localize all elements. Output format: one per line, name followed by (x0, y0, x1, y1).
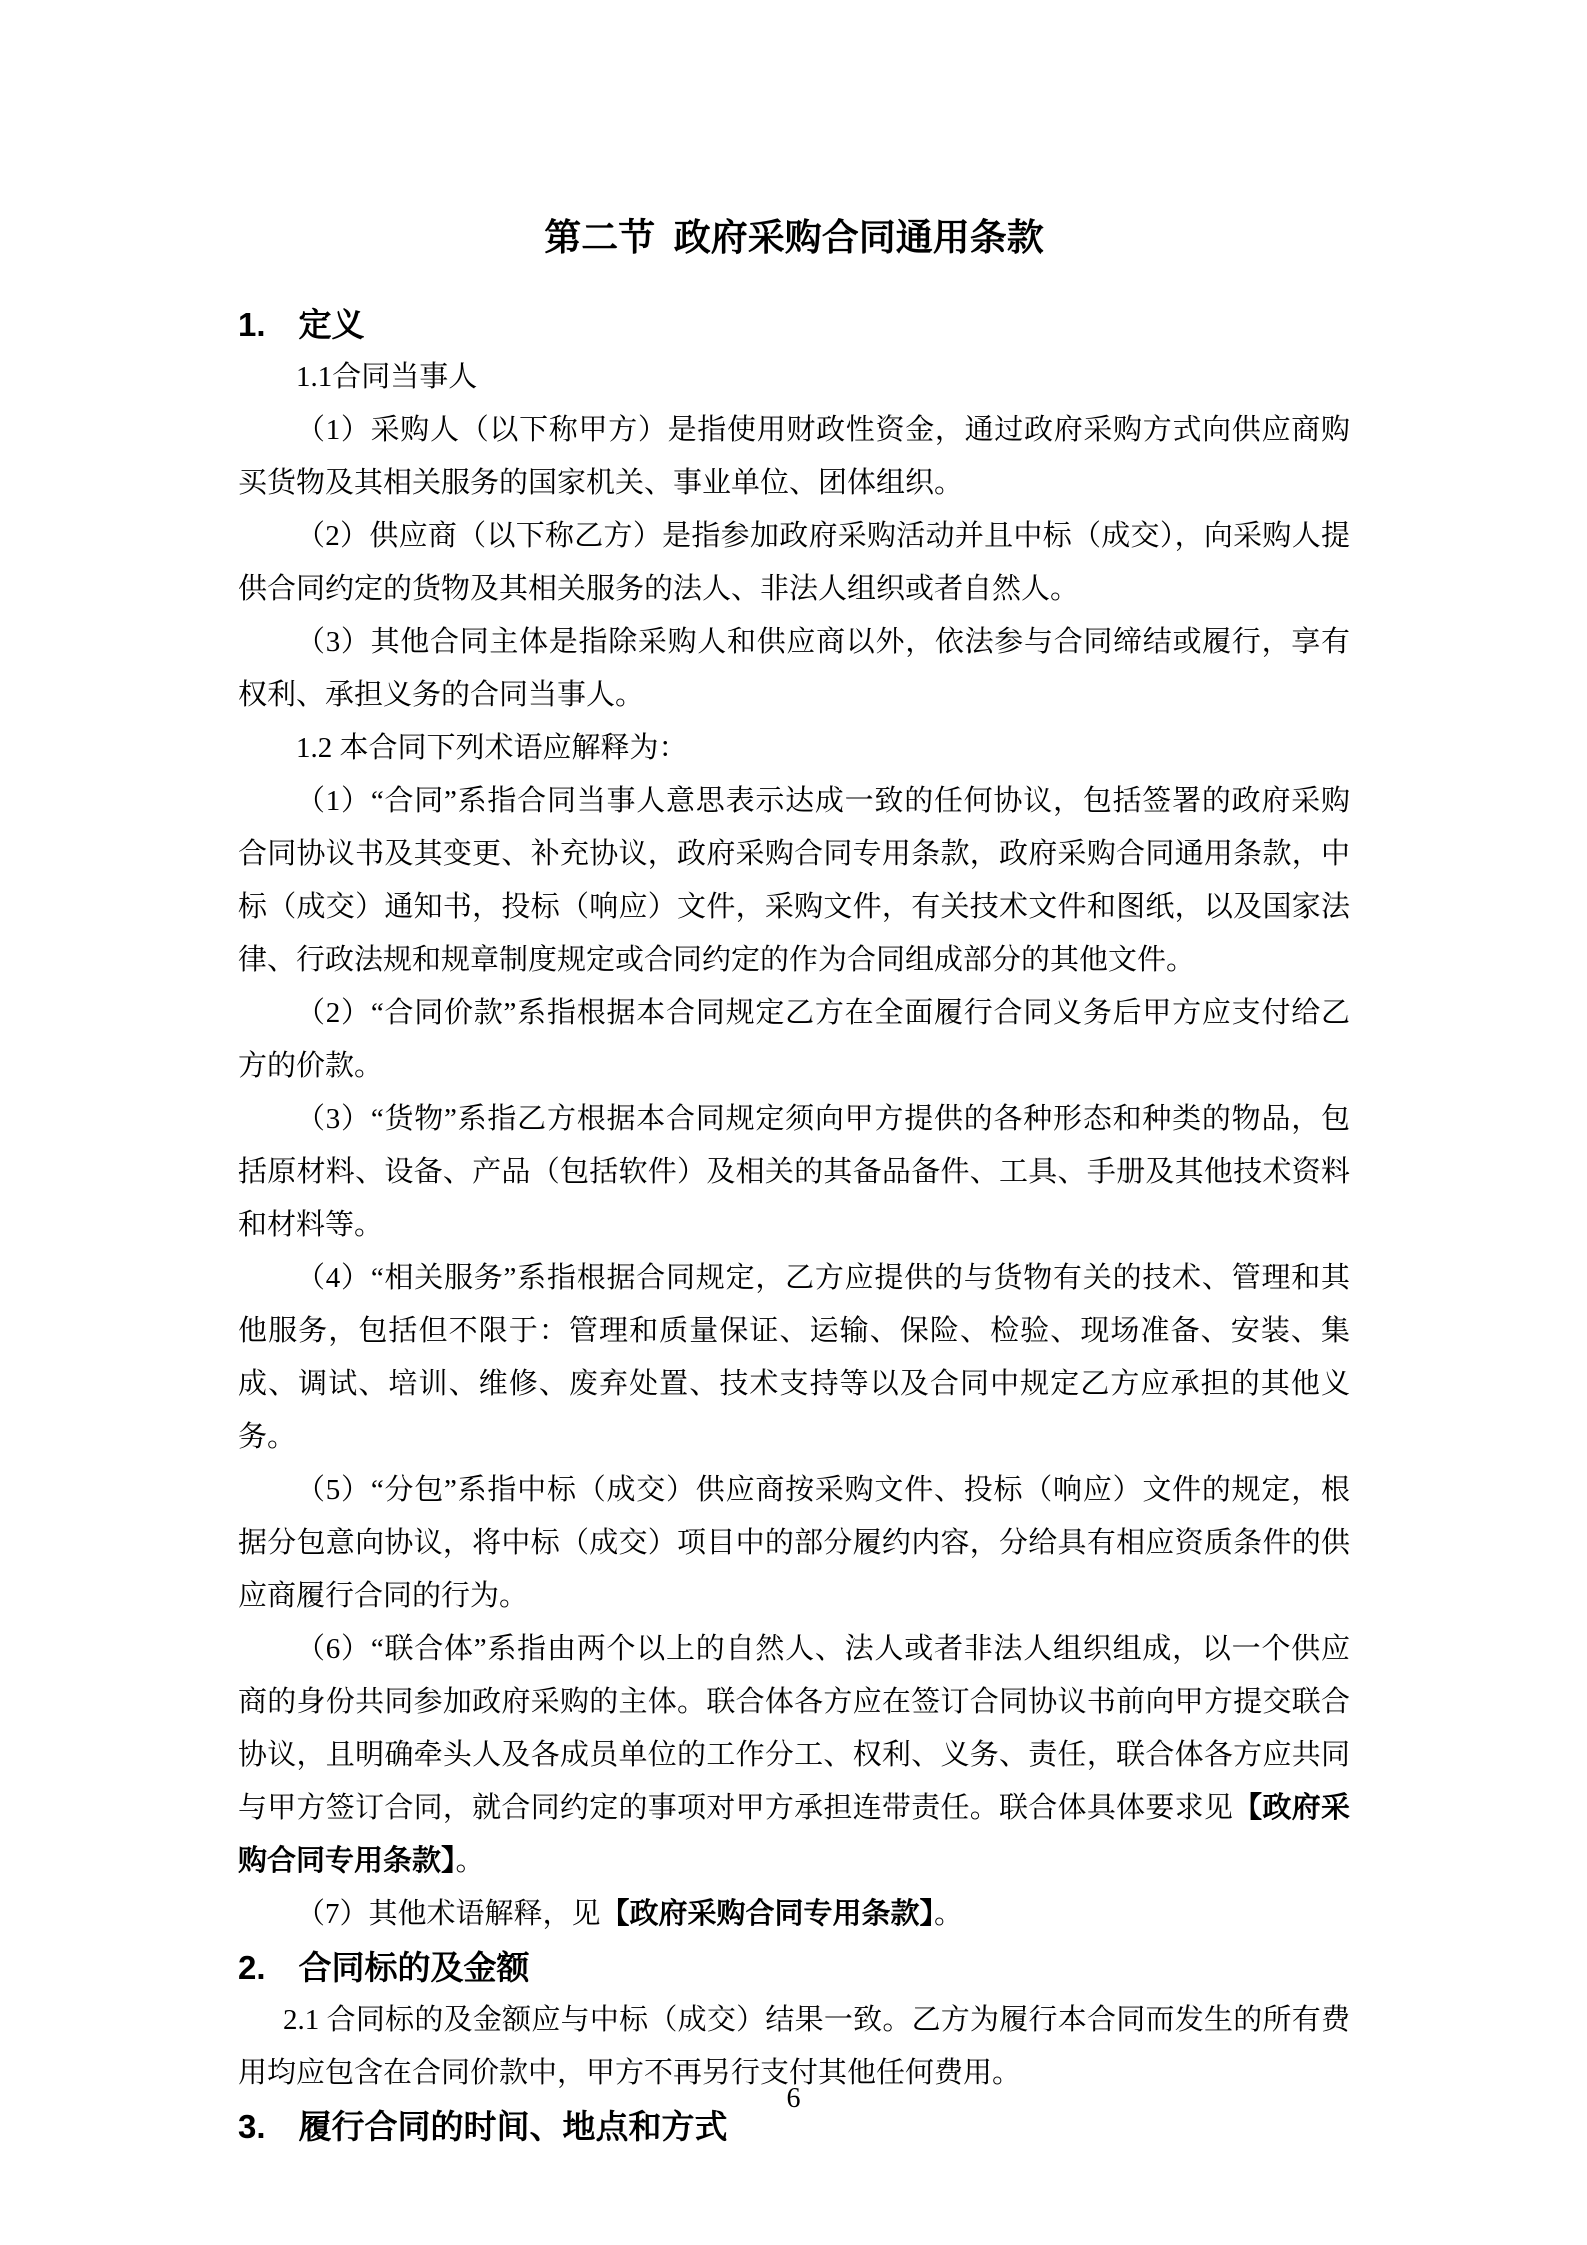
paragraph-term-contract: （1）“合同”系指合同当事人意思表示达成一致的任何协议，包括签署的政府采购合同协议书及其变更、补充协议，政府采购合同专用条款，政府采购合同通用条款，中标（成交）通知书，投标（响应）文件，采购文件，有关技术文件和图纸，以及国家法律、行政法规和规章制度规定或合同约定的作为合同组成部分的其他文件。 (238, 785, 1350, 976)
paragraph-term-subcontract: （5）“分包”系指中标（成交）供应商按采购文件、投标（响应）文件的规定，根据分包意向协议，将中标（成交）项目中的部分履约内容，分给具有相应资质条件的供应商履行合同的行为。 (238, 1474, 1350, 1612)
paragraph-term-consortium (238, 1623, 1350, 1888)
paragraph-purchaser-definition: （1）采购人（以下称甲方）是指使用财政性资金，通过政府采购方式向供应商购买货物及其相关服务的国家机关、事业单位、团体组织。 (238, 414, 1350, 499)
paragraph-subject-amount: 2.1 合同标的及金额应与中标（成交）结果一致。乙方为履行本合同而发生的所有费用均应包含在合同价款中，甲方不再另行支付其他任何费用。 (238, 2004, 1350, 2089)
document-title: 第二节 政府采购合同通用条款 (544, 217, 1044, 258)
page-number: 6 (786, 2083, 801, 2114)
section-heading-performance-time-place-method: 3. 履行合同的时间、地点和方式 (238, 2108, 728, 2145)
special-terms-reference-bold: 【政府采购合同专用条款】 (238, 1792, 1350, 1877)
special-terms-reference-bold-2: 【政府采购合同专用条款】 (600, 1898, 935, 1930)
paragraph-other-terms (238, 1888, 1350, 1941)
paragraph-term-goods: （3）“货物”系指乙方根据本合同规定须向甲方提供的各种形态和种类的物品，包括原材料、设备、产品（包括软件）及相关的其备品备件、工具、手册及其他技术资料和材料等。 (238, 1103, 1350, 1241)
other-terms-text-run: （7）其他术语解释，见 (296, 1898, 601, 1930)
section-heading-definitions: 1. 定义 (238, 306, 365, 343)
paragraph-supplier-definition: （2）供应商（以下称乙方）是指参加政府采购活动并且中标（成交），向采购人提供合同约定的货物及其相关服务的法人、非法人组织或者自然人。 (238, 520, 1350, 605)
paragraph-term-related-services: （4）“相关服务”系指根据合同规定，乙方应提供的与货物有关的技术、管理和其他服务，包括但不限于：管理和质量保证、运输、保险、检验、现场准备、安装、集成、调试、培训、维修、废弃处置、技术支持等以及合同中规定乙方应承担的其他义务。 (238, 1262, 1350, 1453)
consortium-text-end: 。 (455, 1845, 485, 1877)
paragraph-other-subjects-definition: （3）其他合同主体是指除采购人和供应商以外，依法参与合同缔结或履行，享有权利、承担义务的合同当事人。 (238, 626, 1350, 711)
section-heading-subject-and-amount: 2. 合同标的及金额 (238, 1949, 530, 1986)
paragraph-terms-intro: 1.2 本合同下列术语应解释为： (296, 732, 688, 764)
paragraph-contract-parties: 1.1合同当事人 (296, 361, 478, 393)
other-terms-text-end: 。 (934, 1898, 964, 1930)
paragraph-term-contract-price: （2）“合同价款”系指根据本合同规定乙方在全面履行合同义务后甲方应支付给乙方的价款。 (238, 997, 1350, 1082)
consortium-text-run: （6）“联合体”系指由两个以上的自然人、法人或者非法人组织组成，以一个供应商的身份共同参加政府采购的主体。联合体各方应在签订合同协议书前向甲方提交联合协议，且明确牵头人及各成员单位的工作分工、权利、义务、责任，联合体各方应共同与甲方签订合同，就合同约定的事项对甲方承担连带责任。联合体具体要求见 (238, 1633, 1350, 1824)
